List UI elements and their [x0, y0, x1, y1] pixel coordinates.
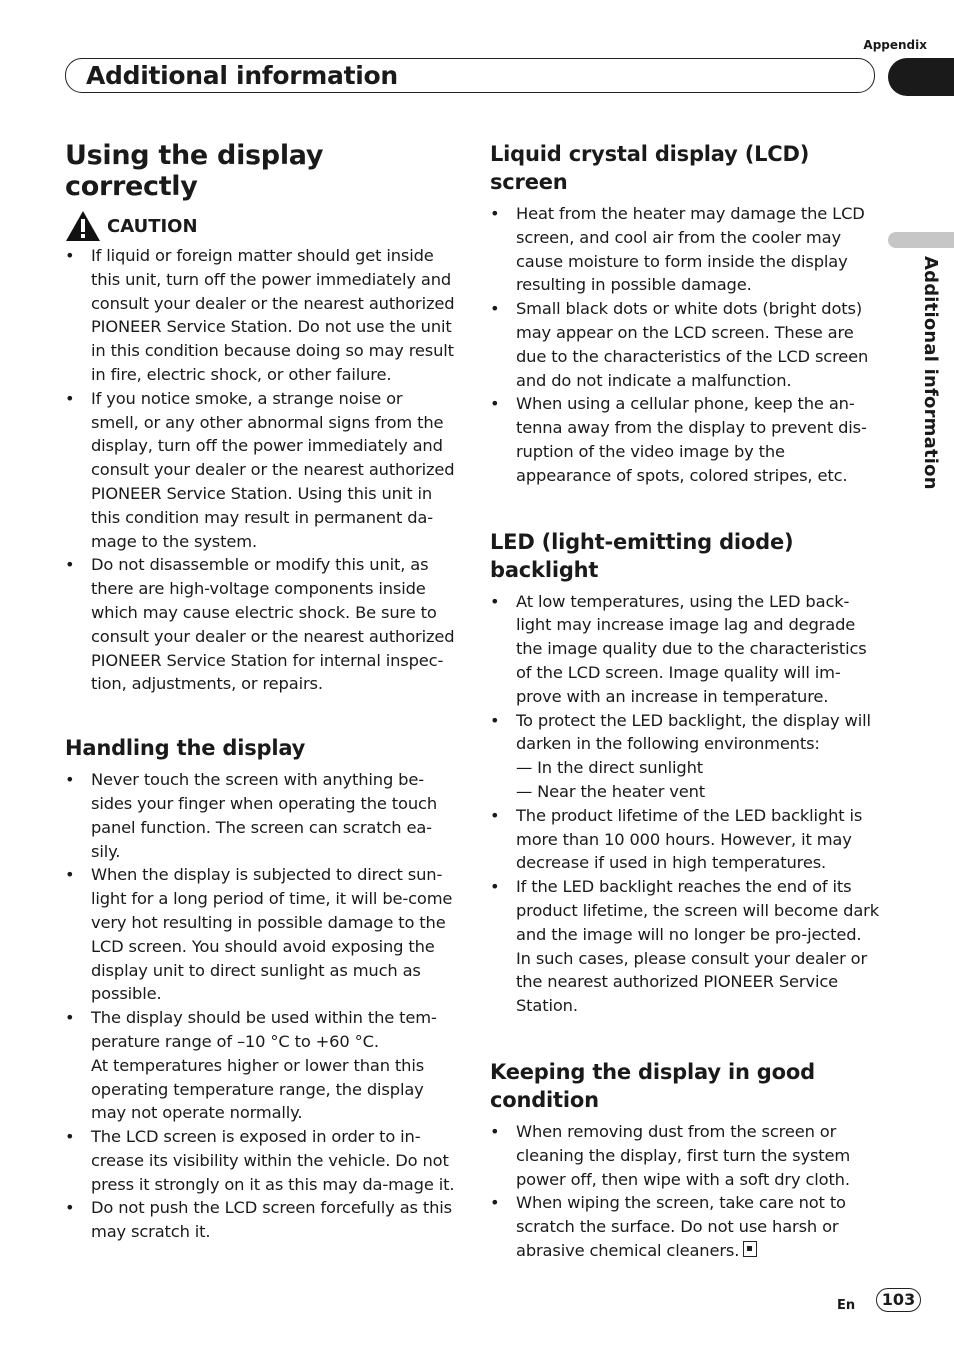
list-item: • If you notice smoke, a strange noise or smell, or any other abnormal signs from the display, turn off the power immediately and consult your dealer or the nearest authorized PIONEER Service Station. Using this unit in this condition may result in permanent da-mage to the system.: [65, 388, 455, 551]
handling-heading: Handling the display: [65, 736, 306, 761]
page-title: Using the display correctly: [65, 140, 324, 202]
page-number: 103: [876, 1288, 921, 1312]
header-bar: [65, 58, 875, 93]
right-column: [490, 140, 880, 1263]
list-item: • Heat from the heater may damage the LCD screen, and cool air from the cooler may cause moisture to form inside the display resulting in possible damage.: [490, 204, 865, 295]
list-item: • When using a cellular phone, keep the an-tenna away from the display to prevent dis-ruption of the video image by the appearance of spots, colored stripes, etc.: [490, 394, 867, 485]
side-section-label: Additional information: [920, 256, 941, 490]
list-item: • When removing dust from the screen or cleaning the display, first turn the system power off, then wipe with a soft dry cloth.: [490, 1121, 851, 1189]
caution-list: [65, 244, 455, 696]
appendix-label: Appendix: [863, 38, 927, 52]
list-item: • If the LED backlight reaches the end of its product lifetime, the screen will become dark and the image will no longer be pro-jected. In such cases, please consult your dealer or the nearest authorized PIONEER Service Station.: [490, 877, 879, 1016]
list-item: • To protect the LED backlight, the display will darken in the following environments: — In the direct sunlight — Near the heater vent: [490, 710, 871, 801]
list-item: • If liquid or foreign matter should get inside this unit, turn off the power immediately and consult your dealer or the nearest authorized PIONEER Service Station. Do not use the unit in this condition because doing so may result in fire, electric shock, or other failure.: [65, 246, 455, 384]
list-item: • When wiping the screen, take care not to scratch the surface. Do not use harsh or abrasive chemical cleaners.: [490, 1193, 846, 1260]
keep-heading: Keeping the display in good condition: [490, 1059, 815, 1112]
list-item: • The LCD screen is exposed in order to in-crease its visibility within the vehicle. Do not press it strongly on it as this may da-mage it.: [65, 1127, 455, 1194]
list-item: • Never touch the screen with anything be-sides your finger when operating the touch panel function. The screen can scratch ea-sily.: [65, 770, 437, 861]
keep-list: [490, 1120, 880, 1263]
list-item: • Do not disassemble or modify this unit, as there are high-voltage components inside which may cause electric shock. Be sure to consult your dealer or the nearest authorized PIONEER Service Station for internal inspec-tion, adjustments, or repairs.: [65, 555, 455, 694]
handling-list: [65, 768, 455, 1244]
led-heading: LED (light-emitting diode) backlight: [490, 529, 794, 582]
lcd-list: [490, 202, 880, 488]
header-title: Additional information: [86, 61, 398, 90]
led-list: [490, 590, 880, 1018]
grey-tab: [888, 232, 954, 248]
list-item: • At low temperatures, using the LED back-light may increase image lag and degrade the image quality due to the characteristics of the LCD screen. Image quality will im-prove with an increase in temperature.: [490, 591, 867, 706]
lcd-heading: Liquid crystal display (LCD) screen: [490, 142, 810, 194]
list-item: • Small black dots or white dots (bright dots) may appear on the LCD screen. These are due to the characteristics of the LCD screen and do not indicate a malfunction.: [490, 299, 869, 390]
black-tab: [888, 58, 954, 96]
footer-language: En: [837, 1298, 856, 1313]
left-column: [65, 138, 455, 1244]
list-item: • Do not push the LCD screen forcefully as this may scratch it.: [65, 1198, 452, 1242]
list-item: • The display should be used within the tem-perature range of –10 °C to +60 °C. At temperatures higher or lower than this operating temperature range, the display may not operate normally.: [65, 1008, 437, 1123]
list-item: • When the display is subjected to direct sun-light for a long period of time, it will be-come very hot resulting in possible damage to the LCD screen. You should avoid exposing the display unit to direct sunlight as much as possible.: [65, 865, 453, 1004]
end-mark-icon: [743, 1241, 757, 1257]
warning-triangle-icon: [65, 210, 101, 242]
caution-heading: [65, 210, 455, 242]
list-item: • The product lifetime of the LED backlight is more than 10 000 hours. However, it may decrease if used in high temperatures.: [490, 805, 863, 873]
caution-label: CAUTION: [107, 215, 198, 237]
